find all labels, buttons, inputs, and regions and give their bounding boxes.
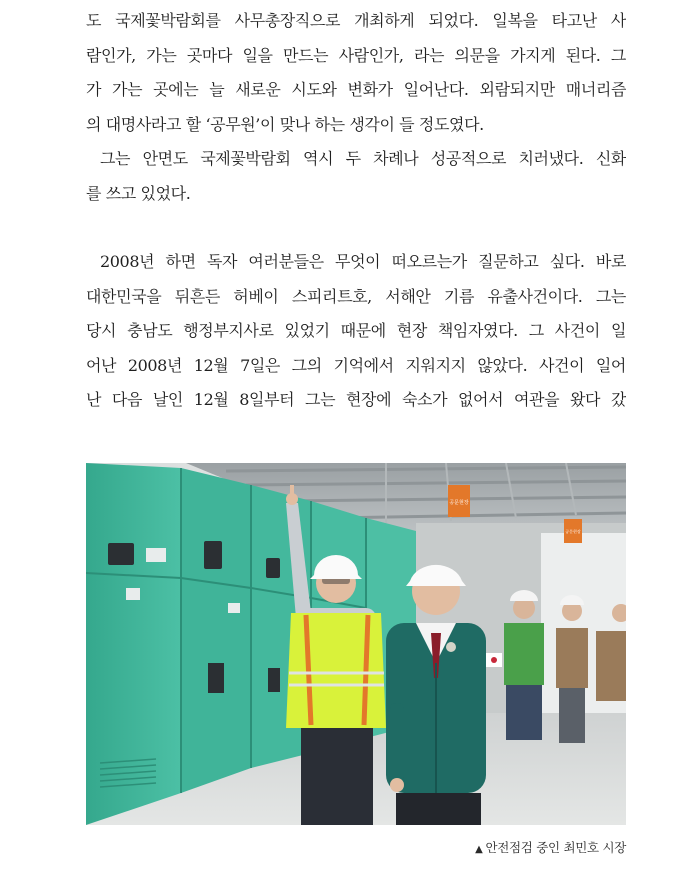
hanging-sign-text: 공문현장 (565, 529, 581, 534)
text-line: 2008년 하면 독자 여러분들은 무엇이 떠오르는가 질문하고 싶다. 바로 (100, 252, 626, 271)
photo-caption (475, 838, 626, 856)
text-line: 를 쓰고 있었다. (86, 183, 191, 203)
paragraph-2 (86, 245, 626, 418)
text-line: 난 다음 날인 12월 8일부터 그는 현장에 숙소가 없어서 여관을 왔다 갔 (86, 390, 626, 409)
text-line: 람인가, 가는 곳마다 일을 만드는 사람인가, 라는 의문을 가지게 된다. 그 (86, 45, 626, 65)
text-line: 대한민국을 뒤흔든 허베이 스피리트호, 서해안 기름 유출사건이다. 그는 (86, 286, 626, 306)
text-line: 그는 안면도 국제꽃박람회 역시 두 차례나 성공적으로 치러냈다. 신화 (100, 149, 626, 168)
text-line: 가 가는 곳에는 늘 새로운 시도와 변화가 일어난다. 외람되지만 매너리즘 (86, 80, 626, 99)
caption-marker: ▲ (475, 844, 483, 855)
text-line: 의 대명사라고 할 ‘공무원’이 맞나 하는 생각이 들 정도였다. (86, 114, 484, 134)
caption-text: 안전점검 중인 최민호 시장 (485, 840, 626, 855)
text-line: 도 국제꽃박람회를 사무총장직으로 개최하게 되었다. 일복을 타고난 사 (86, 11, 626, 30)
text-line: 당시 충남도 행정부지사로 있었기 때문에 현장 책임자였다. 그 사건이 일 (86, 321, 626, 340)
photo-illustration (86, 463, 626, 825)
safety-inspection-photo (86, 463, 626, 825)
paragraph-1 (86, 4, 626, 211)
hanging-sign-text: 공문현장 (449, 500, 469, 506)
text-line: 어난 2008년 12월 7일은 그의 기억에서 지워지지 않았다. 사건이 일어 (86, 355, 626, 375)
